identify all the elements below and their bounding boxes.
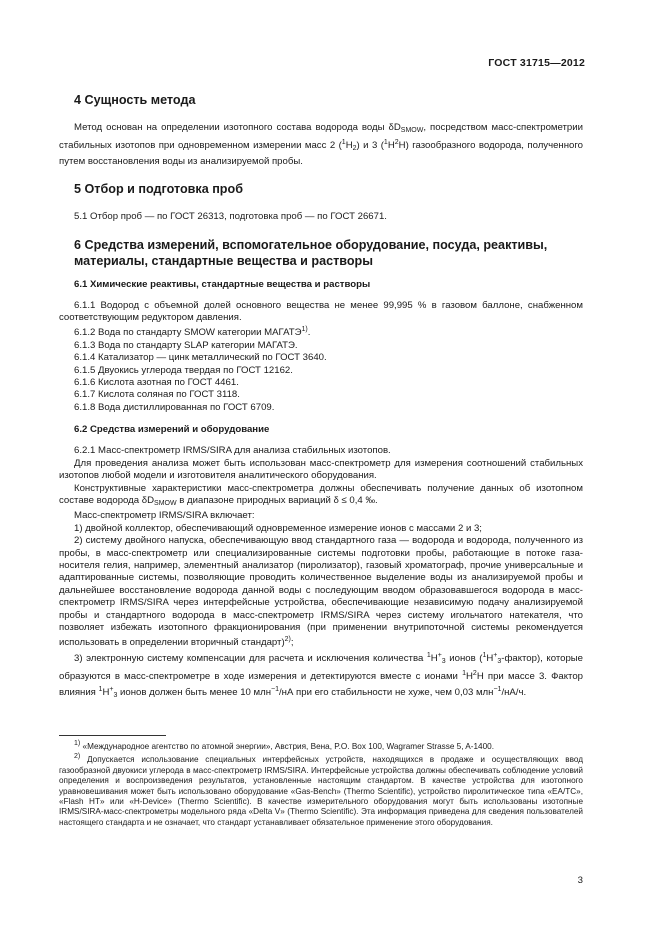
list-item: 6.1.3 Вода по стандарту SLAP категории МАГАТЭ. xyxy=(74,339,298,351)
list-item: 6.1.6 Кислота азотная по ГОСТ 4461. xyxy=(74,377,239,389)
section-5-title: 5 Отбор и подготовка проб xyxy=(74,182,243,197)
paragraph: Конструктивные характеристики масс-спектрометра должны обеспечивать получение данных об изотопном составе водорода $\delta D_{SMOW}$ в диапазоне природных вариаций δ ≤ 0,4 ‰. xyxy=(59,482,583,507)
list-item: 6.1.8 Вода дистиллированная по ГОСТ 6709. xyxy=(74,401,275,413)
list-item: 1) двойной коллектор, обеспечивающий одновременное измерение ионов с массами 2 и 3; xyxy=(74,522,482,534)
footnote-ref: 2) xyxy=(284,636,291,644)
subsection-6-1-title: 6.1 Химические реактивы, стандартные вещества и растворы xyxy=(74,278,371,290)
section-4-title: 4 Сущность метода xyxy=(74,93,196,107)
section-4-paragraph: Метод основан на определении изотопного состава водорода воды $\delta D_{SMOW}$, посредством масс-спектрометрии стабильных изотопов при одновременном измерении масс 2 $(^1H_2)$ и 3 $(^1H^2H)$ газообразного водорода, полученного путем восстановления воды из анализируемой пробы. xyxy=(59,122,583,167)
footnote-divider xyxy=(59,735,166,736)
list-item: 6.1.2 Вода по стандарту SMOW категории МАГАТЭ$^{1)}$. xyxy=(74,326,311,339)
list-item: 3) электронную систему компенсации для расчета и исключения количества $^1H^+_3$ ионов $(^1H^+_3-фактор)$, которые образуются в масс-спектрометре в ходе измерения и детектируются вместе с ионами $^1H^2H$ при массе 3. Фактор влияния $^1H^+_3$ ионов должен быть менее 10 млн$^{-1}$/нА при его стабильности не хуже, чем 0,03 млн$^{-1}$/нА/ч. xyxy=(59,651,584,699)
footnote-2: 2) Допускается использование специальных интерфейсных устройств, находящихся в продаже и осуществляющих ввод газообразной двуокиси углерода в масс-спектрометр IRMS/SIRA. Интерфейсные устройства должны обеспечивать соблюдение условий определения и воспроизведения результатов, установленные настоящим стандартом. В качестве устройства для изотопного уравновешивания может быть использовано оборудование «Gas-Bench» (Thermo Scientific), устройство пиролитическое типа «EA/TC», «Flash HT» или «H-Device» (Thermo Scientific). В качестве измерительного оборудования могут быть использованы изотопные IRMS/SIRA-масс-спектрометры модельного ряда «Delta V» (Thermo Scientific). Эта информация приведена для сведения пользователей настоящего стандарта и не означает, что стандарт устанавливает обязательное применение этого оборудования. xyxy=(59,753,583,827)
list-item: 6.1.4 Катализатор — цинк металлический по ГОСТ 3640. xyxy=(74,352,327,364)
footnotes xyxy=(59,739,583,828)
subsection-6-2-title: 6.2 Средства измерений и оборудование xyxy=(74,424,270,436)
page-number: 3 xyxy=(577,875,583,886)
list-item: 6.1.5 Двуокись углерода твердая по ГОСТ 12162. xyxy=(74,364,293,376)
document-id: ГОСТ 31715—2012 xyxy=(488,57,585,69)
list-item: 2) систему двойного напуска, обеспечивающую ввод стандартного газа — водорода и водорода, полученного из пробы, в масс-спектрометр или специализированные системы подготовки пробы, работающие в потоке газа-носителя гелия, например, элементный анализатор (пиролизатор), газовый хроматограф, прочие универсальные и адаптированные системы, позволяющие проводить количественное выделение воды из анализируемой пробы и дальнейшее восстановление водорода данной воды с последующим вводом образовавшегося водорода в масс-спектрометр IRMS/SIRA через интерфейсные устройства, обеспечивающие независимую подачу анализируемой пробы и стандартного водорода в масс-спектрометр IRMS/SIRA через систему игольчатого натекателя, что позволяет избежать изотопного фракционирования (при применении внутрипоточной системы рекомендуется использовать в определении вторичный стандарт)$^{2)}$; xyxy=(59,535,583,649)
paragraph: Для проведения анализа может быть использован масс-спектрометр для измерения соотношений стабильных изотопов любой модели и изготовителя аналитического оборудования. xyxy=(59,457,583,482)
section-6-title: 6 Средства измерений, вспомогательное оборудование, посуда, реактивы, материалы, стандартные вещества и растворы xyxy=(74,237,548,268)
footnote-ref: 1) xyxy=(301,326,308,334)
paragraph: Масс-спектрометр IRMS/SIRA включает: xyxy=(74,510,255,522)
page-content xyxy=(59,92,583,702)
list-item: 6.1.7 Кислота соляная по ГОСТ 3118. xyxy=(74,389,240,401)
section-5-paragraph: 5.1 Отбор проб — по ГОСТ 26313, подготовка проб — по ГОСТ 26671. xyxy=(74,211,387,223)
paragraph: 6.2.1 Масс-спектрометр IRMS/SIRA для анализа стабильных изотопов. xyxy=(74,445,391,457)
list-item: 6.1.1 Водород с объемной долей основного вещества не менее 99,995 % в газовом баллоне, снабженном соответствующим редуктором давления. xyxy=(59,299,583,324)
footnote-1: 1) «Международное агентство по атомной энергии», Австрия, Вена, P.O. Box 100, Wagramer Strasse 5, A-1400. xyxy=(74,740,494,751)
